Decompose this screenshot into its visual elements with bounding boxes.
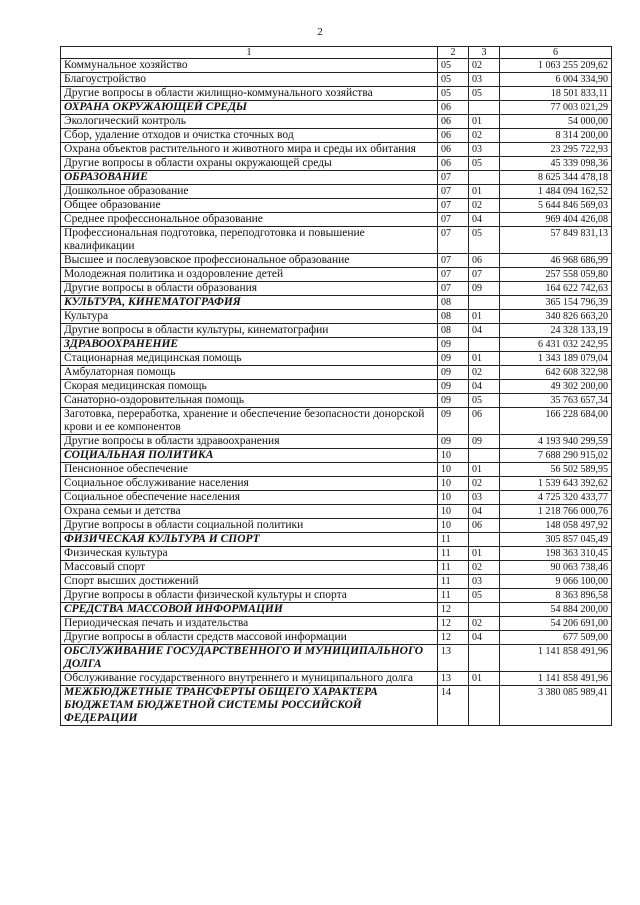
row-amount: 57 849 831,13 [500,227,612,254]
row-name: Профессиональная подготовка, переподготовка и повышение квалификации [61,227,438,254]
section-row [61,101,612,115]
row-name: Высшее и послевузовское профессиональное образование [61,254,438,268]
row-section-code: 09 [438,338,469,352]
row-subsection-code: 03 [469,491,500,505]
row-name: Молодежная политика и оздоровление детей [61,268,438,282]
row-amount: 1 218 766 000,76 [500,505,612,519]
row-section-code: 11 [438,547,469,561]
row-amount: 1 484 094 162,52 [500,185,612,199]
column-header-section: 2 [438,47,469,59]
row-section-code: 07 [438,227,469,254]
row-section-code: 05 [438,87,469,101]
row-section-code: 08 [438,296,469,310]
table-row [61,463,612,477]
table-row [61,380,612,394]
row-amount: 45 339 098,36 [500,157,612,171]
row-name: ФИЗИЧЕСКАЯ КУЛЬТУРА И СПОРТ [61,533,438,547]
row-name: Стационарная медицинская помощь [61,352,438,366]
row-name: ЗДРАВООХРАНЕНИЕ [61,338,438,352]
row-subsection-code: 04 [469,213,500,227]
row-section-code: 07 [438,282,469,296]
row-section-code: 09 [438,408,469,435]
row-section-code: 09 [438,394,469,408]
row-section-code: 09 [438,435,469,449]
row-amount: 1 343 189 079,04 [500,352,612,366]
page-number: 2 [317,26,323,38]
row-name: СОЦИАЛЬНАЯ ПОЛИТИКА [61,449,438,463]
row-amount: 365 154 796,39 [500,296,612,310]
row-subsection-code: 06 [469,519,500,533]
table-row [61,268,612,282]
row-subsection-code: 01 [469,672,500,686]
row-subsection-code: 05 [469,227,500,254]
row-subsection-code [469,296,500,310]
table-row [61,87,612,101]
row-amount: 5 644 846 569,03 [500,199,612,213]
row-name: СРЕДСТВА МАССОВОЙ ИНФОРМАЦИИ [61,603,438,617]
row-name: Другие вопросы в области средств массовой информации [61,631,438,645]
table-row [61,73,612,87]
table-row [61,477,612,491]
row-amount: 198 363 310,45 [500,547,612,561]
table-row [61,491,612,505]
row-subsection-code: 06 [469,408,500,435]
row-subsection-code: 02 [469,366,500,380]
row-name: Другие вопросы в области культуры, кинематографии [61,324,438,338]
row-name: Среднее профессиональное образование [61,213,438,227]
row-section-code: 13 [438,672,469,686]
row-name: Другие вопросы в области здравоохранения [61,435,438,449]
table-row [61,227,612,254]
column-header-subsection: 3 [469,47,500,59]
row-amount: 54 884 200,00 [500,603,612,617]
section-row [61,338,612,352]
column-header-amount: 6 [500,47,612,59]
row-subsection-code: 01 [469,185,500,199]
table-row [61,282,612,296]
table-row [61,631,612,645]
row-section-code: 10 [438,505,469,519]
row-name: Амбулаторная помощь [61,366,438,380]
row-section-code: 11 [438,575,469,589]
section-row [61,296,612,310]
table-row [61,352,612,366]
row-section-code: 10 [438,519,469,533]
row-amount: 257 558 059,80 [500,268,612,282]
section-row [61,603,612,617]
row-name: Другие вопросы в области социальной политики [61,519,438,533]
row-amount: 56 502 589,95 [500,463,612,477]
row-subsection-code: 05 [469,87,500,101]
row-amount: 1 539 643 392,62 [500,477,612,491]
row-section-code: 12 [438,631,469,645]
row-amount: 9 066 100,00 [500,575,612,589]
row-section-code: 08 [438,324,469,338]
row-subsection-code: 01 [469,463,500,477]
row-name: Периодическая печать и издательства [61,617,438,631]
table-row [61,547,612,561]
row-amount: 164 622 742,63 [500,282,612,296]
row-subsection-code: 09 [469,435,500,449]
table-row [61,519,612,533]
row-amount: 23 295 722,93 [500,143,612,157]
row-section-code: 05 [438,73,469,87]
row-amount: 35 763 657,34 [500,394,612,408]
row-section-code: 10 [438,449,469,463]
row-section-code: 06 [438,101,469,115]
row-section-code: 06 [438,157,469,171]
row-section-code: 09 [438,352,469,366]
row-amount: 1 141 858 491,96 [500,645,612,672]
row-name: Общее образование [61,199,438,213]
row-subsection-code: 02 [469,477,500,491]
table-row [61,408,612,435]
row-section-code: 05 [438,59,469,73]
row-name: Массовый спорт [61,561,438,575]
row-section-code: 07 [438,199,469,213]
row-subsection-code: 01 [469,352,500,366]
row-subsection-code: 04 [469,324,500,338]
row-subsection-code [469,449,500,463]
row-name: МЕЖБЮДЖЕТНЫЕ ТРАНСФЕРТЫ ОБЩЕГО ХАРАКТЕРА БЮДЖЕТАМ БЮДЖЕТНОЙ СИСТЕМЫ РОССИЙСКОЙ ФЕДЕРАЦИИ [61,686,438,726]
table-row [61,213,612,227]
row-subsection-code [469,686,500,726]
row-section-code: 12 [438,617,469,631]
row-amount: 6 431 032 242,95 [500,338,612,352]
row-subsection-code: 02 [469,561,500,575]
row-section-code: 11 [438,561,469,575]
row-subsection-code: 03 [469,575,500,589]
row-subsection-code: 05 [469,589,500,603]
row-name: Другие вопросы в области охраны окружающей среды [61,157,438,171]
row-section-code: 09 [438,366,469,380]
row-amount: 4 725 320 433,77 [500,491,612,505]
row-subsection-code: 02 [469,199,500,213]
table-body [61,59,612,726]
row-subsection-code: 04 [469,631,500,645]
row-name: ОБРАЗОВАНИЕ [61,171,438,185]
row-amount: 340 826 663,20 [500,310,612,324]
table-row [61,199,612,213]
row-section-code: 09 [438,380,469,394]
row-section-code: 06 [438,143,469,157]
table-row [61,115,612,129]
row-amount: 166 228 684,00 [500,408,612,435]
row-amount: 969 404 426,08 [500,213,612,227]
table-row [61,561,612,575]
table-row [61,589,612,603]
row-section-code: 07 [438,171,469,185]
row-name: ОХРАНА ОКРУЖАЮЩЕЙ СРЕДЫ [61,101,438,115]
row-subsection-code: 01 [469,547,500,561]
table-row [61,310,612,324]
row-amount: 4 193 940 299,59 [500,435,612,449]
row-section-code: 11 [438,589,469,603]
row-section-code: 07 [438,213,469,227]
row-name: Коммунальное хозяйство [61,59,438,73]
row-section-code: 11 [438,533,469,547]
row-name: Скорая медицинская помощь [61,380,438,394]
row-name: Обслуживание государственного внутреннего и муниципального долга [61,672,438,686]
row-subsection-code [469,171,500,185]
row-name: Социальное обеспечение населения [61,491,438,505]
table-row [61,505,612,519]
row-amount: 642 608 322,98 [500,366,612,380]
table-row [61,324,612,338]
row-name: Экологический контроль [61,115,438,129]
table-row [61,157,612,171]
row-amount: 8 625 344 478,18 [500,171,612,185]
row-amount: 54 206 691,00 [500,617,612,631]
table-header-row [61,47,612,59]
row-subsection-code [469,603,500,617]
section-row [61,171,612,185]
row-amount: 305 857 045,49 [500,533,612,547]
row-section-code: 07 [438,268,469,282]
row-amount: 1 063 255 209,62 [500,59,612,73]
row-name: Другие вопросы в области физической культуры и спорта [61,589,438,603]
row-subsection-code [469,338,500,352]
row-amount: 7 688 290 915,02 [500,449,612,463]
row-amount: 54 000,00 [500,115,612,129]
row-name: Пенсионное обеспечение [61,463,438,477]
table-row [61,254,612,268]
row-name: Культура [61,310,438,324]
budget-table [60,46,612,726]
table-row [61,143,612,157]
row-name: Заготовка, переработка, хранение и обеспечение безопасности донорской крови и ее компонентов [61,408,438,435]
row-amount: 49 302 200,00 [500,380,612,394]
table-row [61,366,612,380]
row-subsection-code: 03 [469,143,500,157]
row-name: Другие вопросы в области жилищно-коммунального хозяйства [61,87,438,101]
row-subsection-code: 05 [469,394,500,408]
row-amount: 46 968 686,99 [500,254,612,268]
row-name: КУЛЬТУРА, КИНЕМАТОГРАФИЯ [61,296,438,310]
row-name: ОБСЛУЖИВАНИЕ ГОСУДАРСТВЕННОГО И МУНИЦИПАЛЬНОГО ДОЛГА [61,645,438,672]
row-name: Физическая культура [61,547,438,561]
row-section-code: 13 [438,645,469,672]
row-subsection-code [469,645,500,672]
row-name: Дошкольное образование [61,185,438,199]
row-subsection-code: 02 [469,617,500,631]
row-subsection-code: 02 [469,129,500,143]
row-subsection-code: 06 [469,254,500,268]
table-row [61,575,612,589]
row-section-code: 07 [438,254,469,268]
row-amount: 3 380 085 989,41 [500,686,612,726]
row-name: Благоустройство [61,73,438,87]
row-section-code: 14 [438,686,469,726]
row-name: Спорт высших достижений [61,575,438,589]
row-amount: 6 004 334,90 [500,73,612,87]
row-section-code: 12 [438,603,469,617]
row-section-code: 06 [438,129,469,143]
table-row [61,617,612,631]
row-subsection-code: 03 [469,73,500,87]
row-amount: 148 058 497,92 [500,519,612,533]
table-row [61,435,612,449]
row-amount: 77 003 021,29 [500,101,612,115]
row-name: Социальное обслуживание населения [61,477,438,491]
table-row [61,129,612,143]
row-name: Санаторно-оздоровительная помощь [61,394,438,408]
row-amount: 8 314 200,00 [500,129,612,143]
row-amount: 8 363 896,58 [500,589,612,603]
table-row [61,59,612,73]
section-row [61,533,612,547]
table-row [61,185,612,199]
row-amount: 18 501 833,11 [500,87,612,101]
column-header-name: 1 [61,47,438,59]
row-section-code: 10 [438,477,469,491]
table-row [61,672,612,686]
section-row [61,449,612,463]
row-subsection-code: 04 [469,380,500,394]
row-section-code: 07 [438,185,469,199]
row-amount: 677 509,00 [500,631,612,645]
row-section-code: 10 [438,491,469,505]
row-subsection-code: 01 [469,115,500,129]
row-subsection-code: 02 [469,59,500,73]
section-row [61,686,612,726]
row-amount: 24 328 133,19 [500,324,612,338]
row-name: Охрана объектов растительного и животного мира и среды их обитания [61,143,438,157]
table-row [61,394,612,408]
row-name: Сбор, удаление отходов и очистка сточных вод [61,129,438,143]
row-section-code: 06 [438,115,469,129]
row-subsection-code: 04 [469,505,500,519]
row-amount: 90 063 738,46 [500,561,612,575]
row-section-code: 08 [438,310,469,324]
row-subsection-code: 01 [469,310,500,324]
row-subsection-code [469,533,500,547]
section-row [61,645,612,672]
row-amount: 1 141 858 491,96 [500,672,612,686]
row-section-code: 10 [438,463,469,477]
row-subsection-code [469,101,500,115]
row-subsection-code: 07 [469,268,500,282]
row-name: Другие вопросы в области образования [61,282,438,296]
row-name: Охрана семьи и детства [61,505,438,519]
row-subsection-code: 09 [469,282,500,296]
row-subsection-code: 05 [469,157,500,171]
